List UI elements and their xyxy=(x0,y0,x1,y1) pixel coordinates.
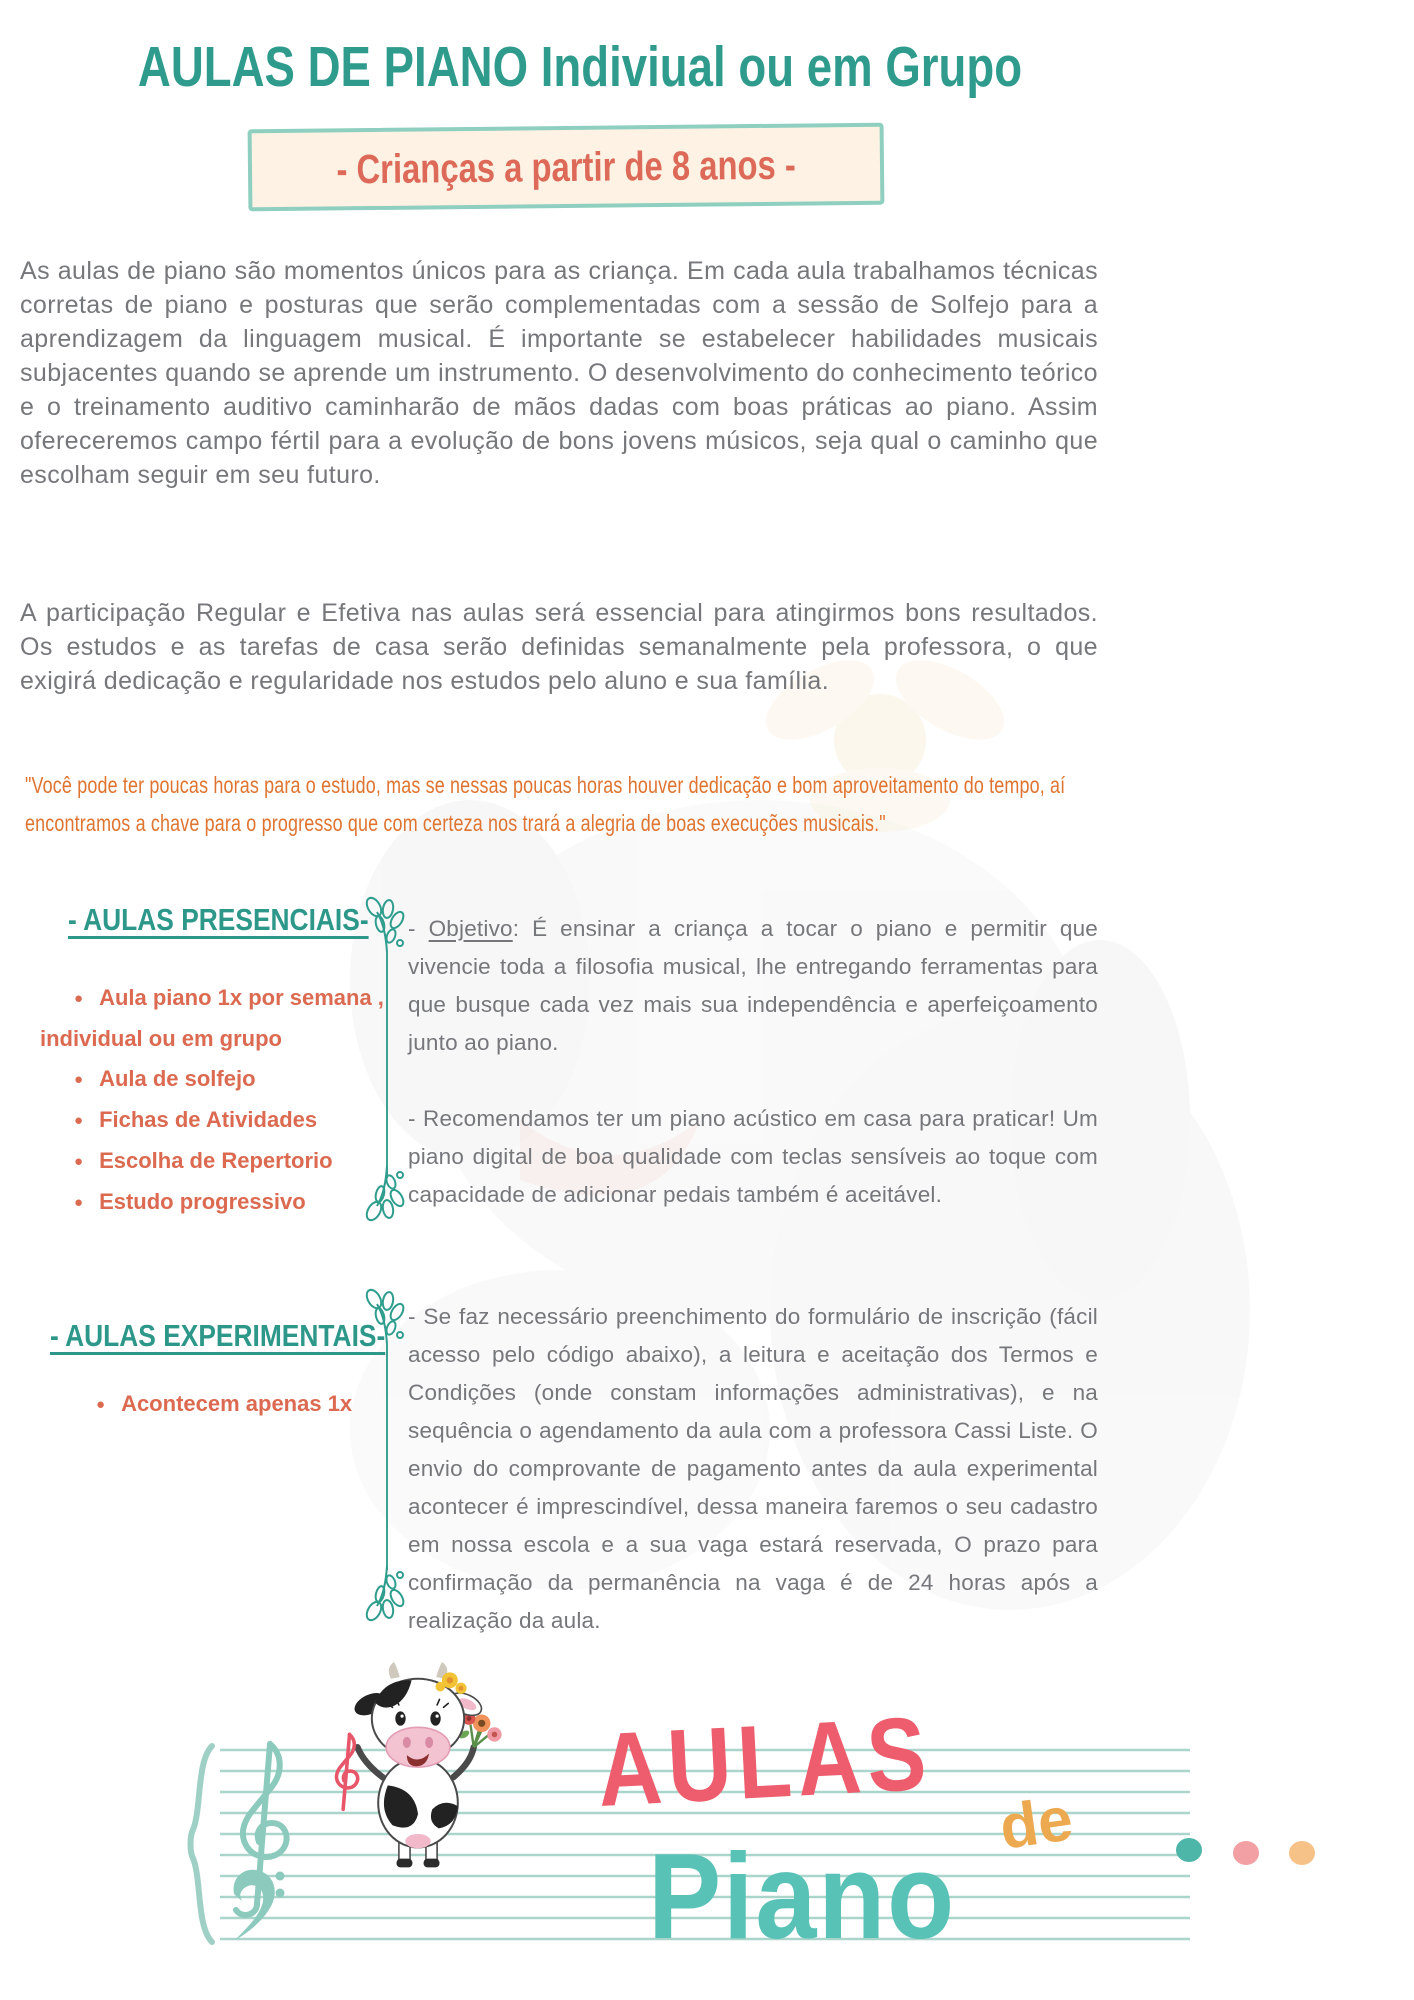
logo-dot-pink xyxy=(1233,1841,1259,1865)
list-item: ● Aula de solfejo xyxy=(40,1059,392,1100)
sprig-icon xyxy=(364,1164,410,1222)
logo-word-aulas: AULAS xyxy=(594,1695,935,1829)
subtitle-badge xyxy=(248,123,885,212)
experimentais-list xyxy=(62,1384,402,1425)
staff-brace-icon xyxy=(191,1746,213,1942)
list-item: ● Estudo progressivo xyxy=(40,1182,392,1223)
subtitle-text: - Crianças a partir de 8 anos - xyxy=(336,141,796,192)
list-item: ● Acontecem apenas 1x xyxy=(62,1384,402,1425)
sprig-icon xyxy=(364,1288,410,1346)
quote-text: "Você pode ter poucas horas para o estudo, mas se nessas poucas horas houver dedicação e bom aproveitamento do tempo, aí encontramos a chave para o progresso que com certeza nos trará a alegria de boas execuções musicais." xyxy=(25,772,1066,836)
list-item: ● Escolha de Repertorio xyxy=(40,1141,392,1182)
list-item: ● Fichas de Atividades xyxy=(40,1100,392,1141)
list-item: ● Aula piano 1x por semana , individual ou em grupo xyxy=(40,978,392,1059)
sprig-icon xyxy=(364,896,410,954)
sprig-icon xyxy=(364,1564,410,1622)
experimentais-heading: - AULAS EXPERIMENTAIS- xyxy=(50,1318,386,1353)
recomendacao-paragraph: - Recomendamos ter um piano acústico em casa para praticar! Um piano digital de boa qualidade com teclas sensíveis ao toque com capacidade de adicionar pedais também é aceitável. xyxy=(408,1106,1098,1207)
stem-line xyxy=(386,952,388,1178)
cow-illustration xyxy=(298,1658,538,1873)
objetivo-label: Objetivo xyxy=(428,916,513,941)
logo-dot-teal xyxy=(1176,1838,1202,1862)
page-title: AULAS DE PIANO Indiviual ou em Grupo xyxy=(137,35,1023,99)
presenciais-list xyxy=(40,978,392,1223)
experimental-info-paragraph: - Se faz necessário preenchimento do formulário de inscrição (fácil acesso pelo código abaixo), a leitura e aceitação dos Termos e Condições (onde constam informações administrativas), e na sequência o agendamento da aula com a professora Cassi Liste. O envio do comprovante de pagamento antes da aula experimental acontecer é imprescindível, dessa maneira faremos o seu cadastro em nossa escola e a sua vaga estará reservada, O prazo para confirmação da permanência na vaga é de 24 horas após a realização da aula. xyxy=(408,1304,1098,1633)
logo-word-de: de xyxy=(995,1784,1077,1863)
objetivo-prefix: - xyxy=(408,916,429,941)
presenciais-heading: - AULAS PRESENCIAIS- xyxy=(68,902,369,937)
stem-ornament-1 xyxy=(364,896,410,1222)
logo-word-piano: Piano xyxy=(648,1828,956,1964)
stem-line xyxy=(386,1344,388,1570)
objetivo-paragraph xyxy=(408,910,1098,1062)
intro-paragraph-1: As aulas de piano são momentos únicos para as criança. Em cada aula trabalhamos técnicas corretas de piano e posturas que serão complementadas com a sessão de Solfejo para a aprendizagem da linguagem musical. É importante se estabelecer habilidades musicais subjacentes quando se aprende um instrumento. O desenvolvimento do conhecimento teórico e o treinamento auditivo caminharão de mãos dadas com boas práticas ao piano. Assim ofereceremos campo fértil para a evolução de bons jovens músicos, seja qual o caminho que escolham seguir em seu futuro. xyxy=(20,257,1098,489)
intro-paragraph-2: A participação Regular e Efetiva nas aulas será essencial para atingirmos bons resultados. Os estudos e as tarefas de casa serão definidas semanalmente pela professora, o que exigirá dedicação e regularidade nos estudos pelo aluno e sua família. xyxy=(20,599,1098,695)
logo-dot-orange xyxy=(1289,1841,1315,1865)
objetivo-rest: : É ensinar a criança a tocar o piano e permitir que vivencie toda a filosofia musical, lhe entregando ferramentas para que busque cada vez mais sua independência e aperfeiçoamento junto ao piano. xyxy=(408,916,1098,1055)
stem-ornament-2 xyxy=(364,1288,410,1622)
coral-clef-icon xyxy=(337,1734,358,1809)
